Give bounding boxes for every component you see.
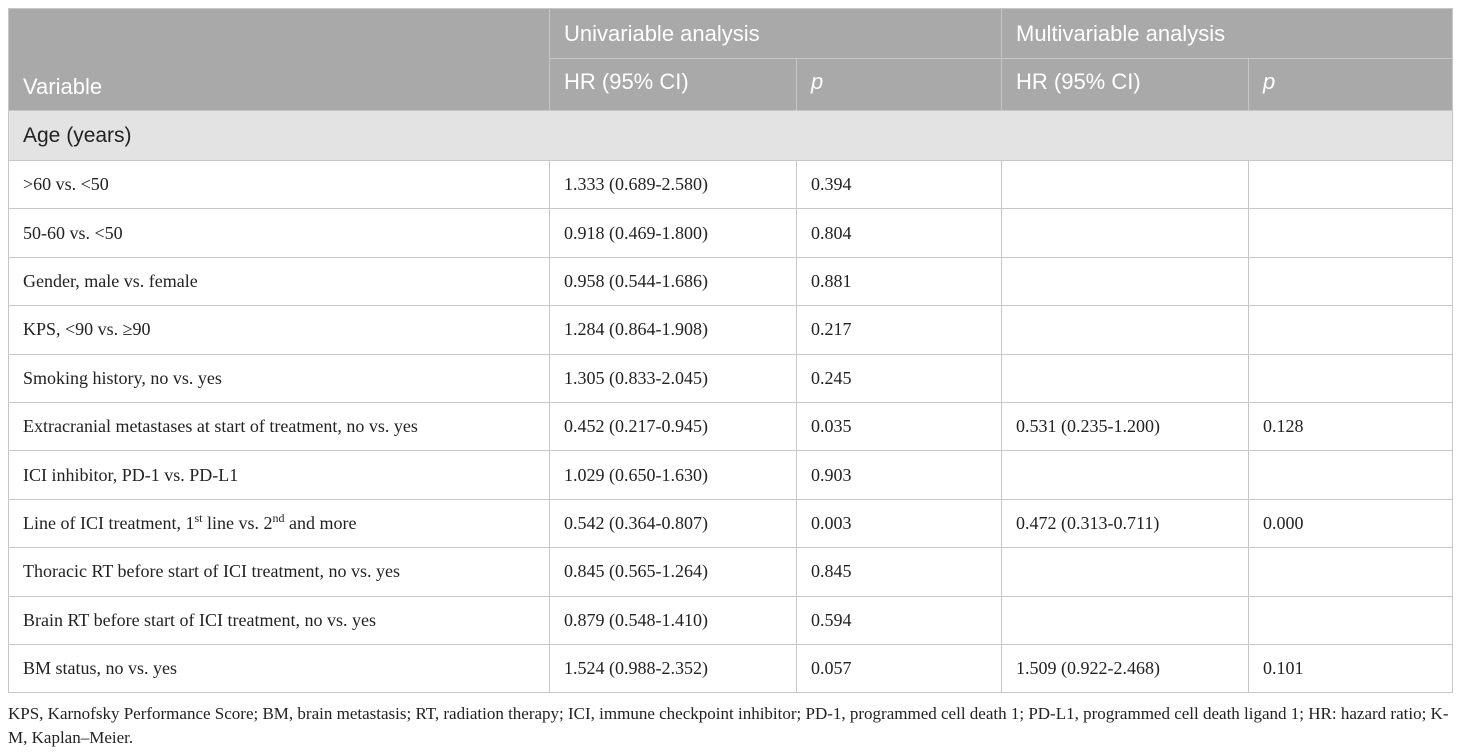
multi-hr-cell: 1.509 (0.922-2.468)	[1002, 644, 1249, 692]
row-label: BM status, no vs. yes	[9, 644, 550, 692]
multi-hr-cell: 0.531 (0.235-1.200)	[1002, 402, 1249, 450]
multi-p-cell: 0.128	[1249, 402, 1453, 450]
multi-p-cell	[1249, 548, 1453, 596]
row-label: Extracranial metastases at start of treatment, no vs. yes	[9, 402, 550, 450]
multi-hr-cell	[1002, 161, 1249, 209]
multi-hr-cell	[1002, 257, 1249, 305]
uni-p-cell: 0.217	[797, 306, 1002, 354]
uni-p-cell: 0.881	[797, 257, 1002, 305]
table-row	[9, 402, 1453, 450]
multi-p-cell	[1249, 209, 1453, 257]
uni-hr-cell: 0.845 (0.565-1.264)	[550, 548, 797, 596]
row-label-part: line vs. 2	[202, 512, 273, 533]
multi-p-cell	[1249, 354, 1453, 402]
group-label: Age (years)	[9, 111, 1453, 161]
row-label: 50-60 vs. <50	[9, 209, 550, 257]
multi-p-cell	[1249, 161, 1453, 209]
row-label: >60 vs. <50	[9, 161, 550, 209]
uni-p-cell: 0.394	[797, 161, 1002, 209]
uni-hr-cell: 1.333 (0.689-2.580)	[550, 161, 797, 209]
row-label-part: Line of ICI treatment, 1	[23, 512, 195, 533]
uni-p-cell: 0.594	[797, 596, 1002, 644]
uni-hr-cell: 1.305 (0.833-2.045)	[550, 354, 797, 402]
uni-p-cell: 0.804	[797, 209, 1002, 257]
row-label: Gender, male vs. female	[9, 257, 550, 305]
row-label: Smoking history, no vs. yes	[9, 354, 550, 402]
header-multi-p: p	[1249, 59, 1453, 111]
table-row	[9, 596, 1453, 644]
multi-hr-cell	[1002, 548, 1249, 596]
multi-p-cell	[1249, 306, 1453, 354]
uni-hr-cell: 0.542 (0.364-0.807)	[550, 499, 797, 547]
multi-p-cell	[1249, 257, 1453, 305]
uni-p-cell: 0.035	[797, 402, 1002, 450]
row-label: Brain RT before start of ICI treatment, no vs. yes	[9, 596, 550, 644]
table-row	[9, 306, 1453, 354]
row-label: Thoracic RT before start of ICI treatment, no vs. yes	[9, 548, 550, 596]
uni-hr-cell: 0.879 (0.548-1.410)	[550, 596, 797, 644]
table-row	[9, 354, 1453, 402]
uni-p-cell: 0.057	[797, 644, 1002, 692]
uni-hr-cell: 0.452 (0.217-0.945)	[550, 402, 797, 450]
uni-hr-cell: 1.524 (0.988-2.352)	[550, 644, 797, 692]
table-row	[9, 161, 1453, 209]
uni-p-cell: 0.903	[797, 451, 1002, 499]
table-footnote: KPS, Karnofsky Performance Score; BM, brain metastasis; RT, radiation therapy; ICI, immune checkpoint inhibitor; PD-1, programmed cell death 1; PD-L1, programmed cell death ligand 1; HR: hazard ratio; K-M, Kaplan–Meier.	[8, 704, 1449, 747]
header-multivariable: Multivariable analysis	[1002, 9, 1453, 59]
multi-hr-cell	[1002, 209, 1249, 257]
header-uni-p: p	[797, 59, 1002, 111]
table-row	[9, 257, 1453, 305]
header-row-groups	[9, 9, 1453, 59]
row-label-superscript: st	[194, 510, 203, 525]
row-label: KPS, <90 vs. ≥90	[9, 306, 550, 354]
table-row	[9, 644, 1453, 692]
multi-p-cell	[1249, 596, 1453, 644]
multi-hr-cell: 0.472 (0.313-0.711)	[1002, 499, 1249, 547]
hazard-ratio-table	[8, 8, 1453, 693]
multi-p-cell	[1249, 451, 1453, 499]
uni-hr-cell: 0.958 (0.544-1.686)	[550, 257, 797, 305]
table-row	[9, 548, 1453, 596]
row-label: ICI inhibitor, PD-1 vs. PD-L1	[9, 451, 550, 499]
row-label-superscript: nd	[272, 510, 285, 525]
uni-p-cell: 0.245	[797, 354, 1002, 402]
uni-p-cell: 0.003	[797, 499, 1002, 547]
multi-p-cell: 0.101	[1249, 644, 1453, 692]
table-row	[9, 209, 1453, 257]
header-univariable: Univariable analysis	[550, 9, 1002, 59]
header-variable: Variable	[9, 9, 550, 111]
uni-hr-cell: 1.284 (0.864-1.908)	[550, 306, 797, 354]
group-row-age	[9, 111, 1453, 161]
uni-hr-cell: 0.918 (0.469-1.800)	[550, 209, 797, 257]
row-label-part: and more	[284, 512, 357, 533]
table-row	[9, 499, 1453, 547]
row-label	[9, 499, 550, 547]
uni-hr-cell: 1.029 (0.650-1.630)	[550, 451, 797, 499]
multi-hr-cell	[1002, 354, 1249, 402]
multi-hr-cell	[1002, 306, 1249, 354]
multi-hr-cell	[1002, 596, 1249, 644]
multi-hr-cell	[1002, 451, 1249, 499]
header-uni-hr: HR (95% CI)	[550, 59, 797, 111]
uni-p-cell: 0.845	[797, 548, 1002, 596]
table-row	[9, 451, 1453, 499]
multi-p-cell: 0.000	[1249, 499, 1453, 547]
header-multi-hr: HR (95% CI)	[1002, 59, 1249, 111]
